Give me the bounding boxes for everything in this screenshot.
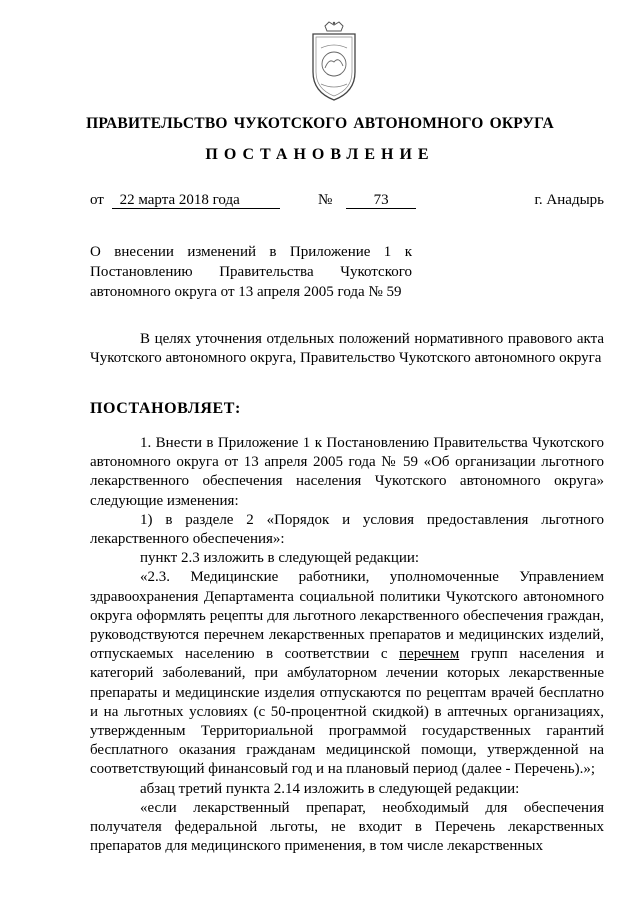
document-body: [90, 434, 604, 856]
preamble-text: В целях уточнения отдельных положений нормативного правового акта Чукотского автономного округа, Правительство Чукотского автономного округа: [90, 331, 604, 367]
subject-line: Постановлению Правительства Чукотского: [90, 264, 412, 280]
paragraph-text: «2.3. Медицинские работники, уполномоченные Управлением здравоохранения Департамента социальной политики Чукотского автономного округа оформлять рецепты для льготного лекарственного обеспечения граждан, руководствуются перечнем лекарственных препаратов и медицинских изделий, отпускаемых населению в соответствии с: [90, 569, 604, 663]
paragraph-text: групп населения и категорий заболеваний, при амбулаторном лечении которых лекарственные препараты и медицинские изделия отпускаются по рецептам врачей бесплатно и на льготных условиях (с 50-процентной скидкой) в аптечных организациях, утвержденным Территориальной программой государственных гарантий бесплатного оказания гражданам медицинской помощи, утвержденной на соответствующий финансовый год и на плановый период (далее - Перечень).»;: [90, 646, 604, 778]
document-date-line: [90, 190, 280, 210]
date-prefix: от: [90, 192, 104, 208]
decree-heading: ПОСТАНОВЛЯЕТ:: [90, 400, 241, 417]
document-number: 73: [346, 192, 416, 209]
body-paragraph: пункт 2.3 изложить в следующей редакции:: [140, 550, 420, 567]
document-number-line: [318, 190, 416, 210]
body-paragraph: «если лекарственный препарат, необходимый для обеспечения получателя федеральной льготы, не входит в Перечень лекарственных препаратов для медицинского применения, в том числе лекарственных: [90, 799, 604, 855]
coat-of-arms-icon: [303, 20, 365, 104]
number-prefix: №: [318, 192, 333, 208]
subject-line: О внесении изменений в Приложение 1 к: [90, 244, 412, 260]
body-paragraph: [90, 568, 604, 779]
preamble-paragraph: [90, 330, 604, 368]
perechen-link[interactable]: перечнем: [399, 646, 460, 663]
document-subject: [90, 242, 412, 302]
body-paragraph: 1. Внести в Приложение 1 к Постановлению Правительства Чукотского автономного округа от 13 апреля 2005 года № 59 «Об организации льготного лекарственного обеспечения населения Чукотского автономного округа» следующие изменения:: [90, 435, 604, 509]
body-paragraph: абзац третий пункта 2.14 изложить в следующей редакции:: [140, 780, 520, 797]
document-type-title: ПОСТАНОВЛЕНИЕ: [205, 146, 435, 163]
government-title: ПРАВИТЕЛЬСТВО ЧУКОТСКОГО АВТОНОМНОГО ОКРУГА: [86, 115, 554, 132]
subject-line: автономного округа от 13 апреля 2005 года № 59: [90, 284, 402, 300]
document-date: 22 марта 2018 года: [112, 192, 280, 209]
document-city: г. Анадырь: [534, 192, 604, 208]
body-paragraph: 1) в разделе 2 «Порядок и условия предоставления льготного лекарственного обеспечения»:: [90, 511, 604, 548]
